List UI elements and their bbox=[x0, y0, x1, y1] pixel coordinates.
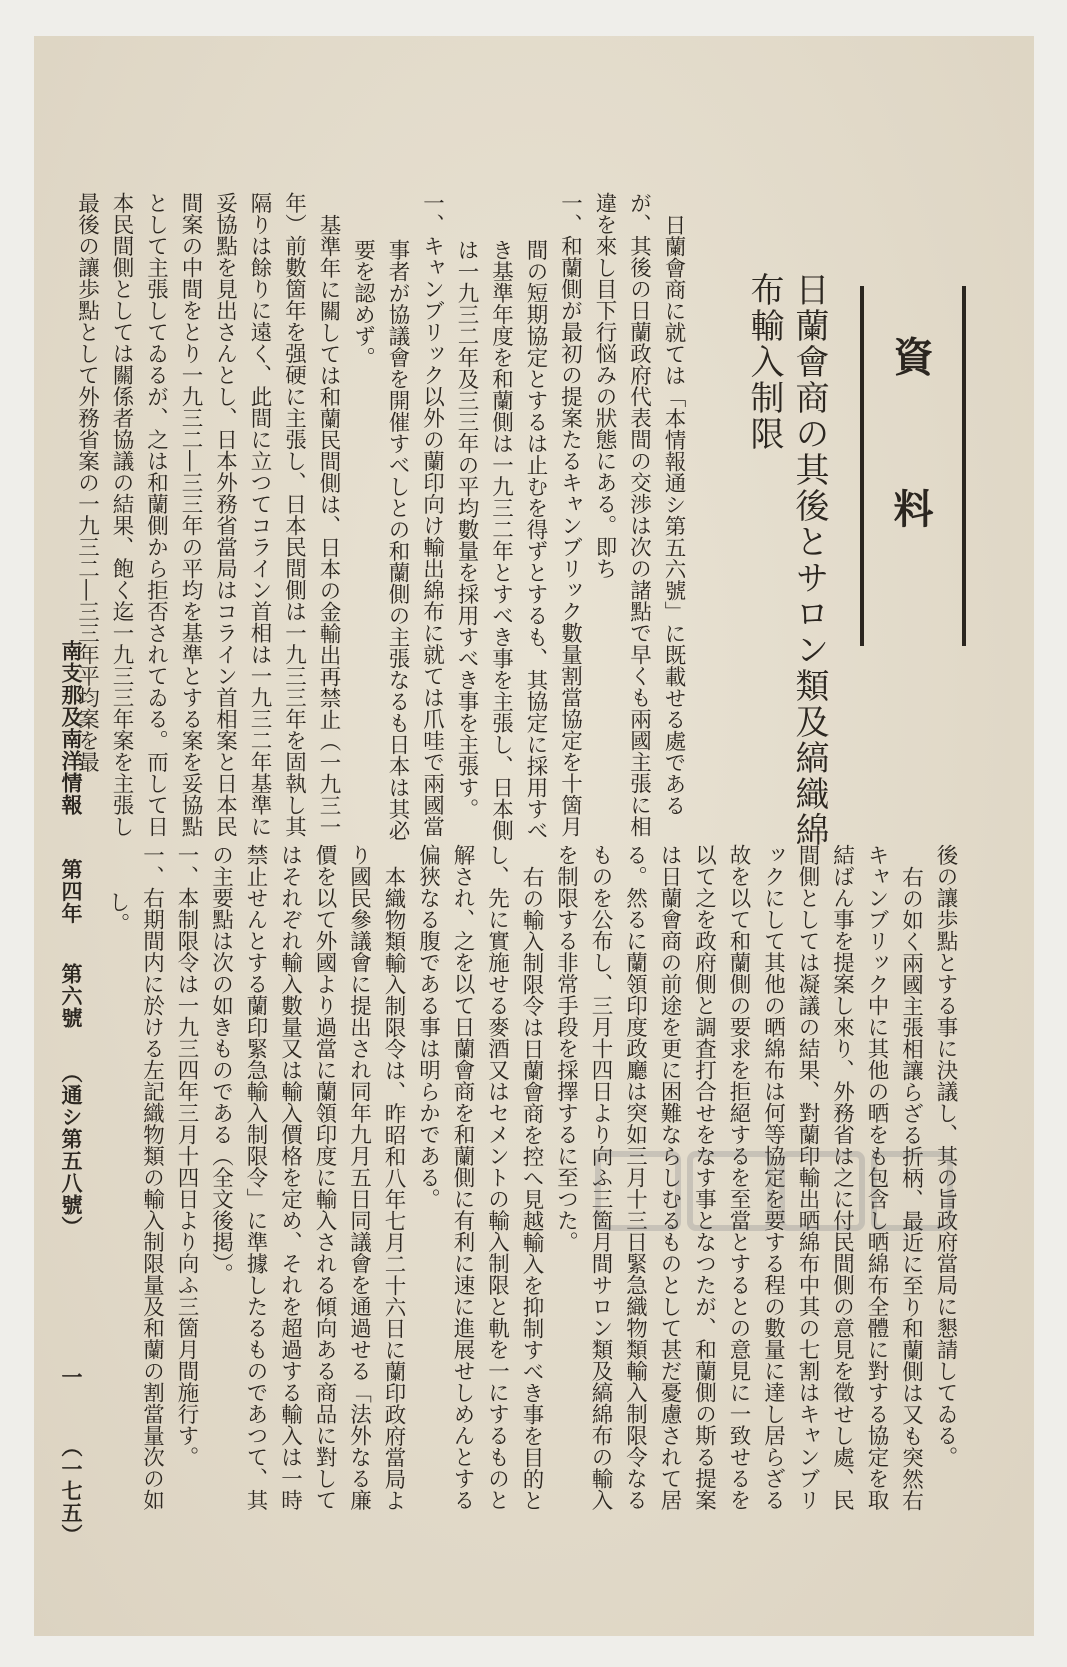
article-title-line-1: 日蘭會商の其後とサロン類及縞織綿 bbox=[789, 272, 829, 848]
heading-rule-left bbox=[860, 286, 864, 646]
footer-publication: 南支那及南洋情報 bbox=[59, 640, 84, 816]
paragraph: 基準年に關しては和蘭民間側は、日本の金輸出再禁止（一九三一年）前數箇年を强硬に主張し、日本民間側は一九三三年を固執し其隔りは餘りに遠く、此間に立つてコライン首相は一九三二年基準に妥協點を見出さんとし、日本外務省當局はコライン首相案と日本民間案の中間をとり一九三二―三三年の平均を基準とする案を妥協點として主張してゐるが、之は和蘭側から拒否されてゐる。而して日本民間側としては關係者協議の結果、飽く迄一九三三年案を主張し最後の讓歩點として外務省案の一九三二―三三年平均案を最 bbox=[74, 192, 341, 837]
paragraph: 本織物類輸入制限令は、昨昭和八年七月二十六日に蘭印政府當局より國民參議會に提出され同年九月五日同議會を通過せる「法外なる廉價を以て外國より過當に蘭領印度に輸入される傾向ある商品に對してはそれぞれ輸入數量又は輸入價格を定め、それを超過する輸入は一時禁止せんとする蘭印緊急輸入制限令」に準據したるものであつて、其の主要點は次の如きものである（全文後掲）。 bbox=[208, 844, 406, 1511]
paragraph: 後の讓歩點とする事に決議し、其の旨政府當局に懇請してゐる。 bbox=[933, 844, 958, 1468]
footer-year: 第四年 bbox=[59, 858, 84, 925]
watermark-shape bbox=[594, 1146, 954, 1236]
library-watermark-seal bbox=[594, 1146, 954, 1254]
list-item: 一、右期間内に於ける左記織物類の輸入制限量及和蘭の割當量次の如し。 bbox=[105, 844, 165, 1511]
footer-total-page: （一七五） bbox=[59, 1436, 84, 1546]
upper-body-text bbox=[74, 192, 690, 850]
footer-page-number: 一 bbox=[59, 1366, 84, 1388]
list-item: 一、本制限令は一九三四年三月十四日より向ふ三箇月間施行す。 bbox=[174, 844, 199, 1468]
paragraph: 右の輸入制限令は日蘭會商を控へ見越輸入を抑制すべき事を目的とし、先に實施せる麥酒又はセメントの輸入制限と軌を一にするものと解され、之を以て日蘭會商を和蘭側に有利に速に進展せしめんとする偏狹なる腹である事は明らかである。 bbox=[415, 844, 544, 1511]
document-page bbox=[34, 36, 1034, 1636]
article-title-line-2: 布輸入制限 bbox=[744, 272, 784, 452]
footer-serial: （通シ第五八號） bbox=[59, 1061, 84, 1238]
footer-publication-info bbox=[56, 640, 86, 1238]
heading-rule-right bbox=[962, 286, 966, 646]
section-title: 資料 bbox=[887, 336, 934, 640]
paragraph: 日蘭會商に就ては「本情報通シ第五六號」に既載せる處であるが、其後の日蘭政府代表間の交渉は次の諸點で早くも兩國主張に相違を來し目下行悩みの狀態にある。即ち bbox=[592, 192, 686, 837]
paragraph: 右の如く兩國主張相讓らざる折柄、最近に至り和蘭側は又も突然右キャンブリック中に其他の晒をも包含し晒綿布全體に對する協定を取結ばん事を提案し來り、外務省は之に付民間側の意見を徵せし處、民間側としては凝議の結果、對蘭印輸出晒綿布中其の七割はキャンブリックにして其他の晒綿布は何等協定を要する程の數量に達し居らざる故を以て和蘭側の要求を拒絕するを至當とするとの意見に一致せるを以て之を政府側と調査打合せをなす事となつたが、和蘭側の斯る提案は日蘭會商の前途を更に困難ならしむるものとして甚だ憂慮されて居る。然るに蘭領印度政廳は突如三月十三日緊急織物類輸入制限令なるものを公布し、三月十四日より向ふ三箇月間サロン類及縞綿布の輸入を制限する非常手段を採擇するに至つた。 bbox=[553, 844, 924, 1511]
list-item: 一、キャンブリック以外の蘭印向け輸出綿布に就ては爪哇で兩國當事者が協議會を開催すべしとの和蘭側の主張なるも日本は其必要を認めず。 bbox=[350, 192, 445, 842]
footer-issue: 第六號 bbox=[59, 963, 84, 1030]
list-item: 一、和蘭側が最初の提案たるキャンブリック數量割當協定を十箇月間の短期協定とするは止むを得ずとするも、其協定に採用すべき基準年度を和蘭側は一九三二年とすべき事を主張し、日本側は一九三二年及三三年の平均數量を採用すべき事を主張す。 bbox=[454, 192, 583, 842]
